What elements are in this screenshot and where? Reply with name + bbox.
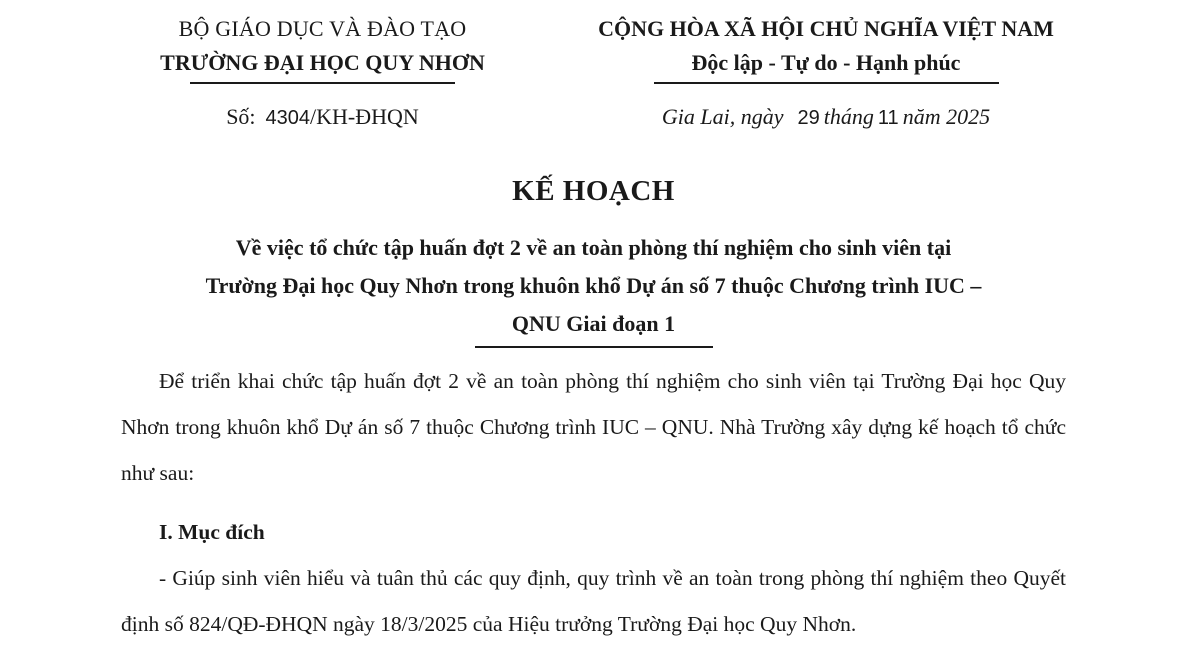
- university-name: TRƯỜNG ĐẠI HỌC QUY NHƠN: [160, 50, 485, 75]
- document-subtitle: [121, 229, 1066, 348]
- university-underline: [190, 82, 455, 84]
- intro-paragraph: Để triển khai chức tập huấn đợt 2 về an toàn phòng thí nghiệm cho sinh viên tại Trường Đại học Quy Nhơn trong khuôn khổ Dự án số 7 thuộc Chương trình IUC – QNU. Nhà Trường xây dựng kế hoạch tổ chức như sau:: [121, 369, 1066, 485]
- subtitle-line-2: Trường Đại học Quy Nhơn trong khuôn khổ Dự án số 7 thuộc Chương trình IUC –: [205, 273, 982, 298]
- document-body: [121, 358, 1066, 647]
- doc-number: [100, 102, 545, 133]
- subtitle-line-3: QNU Giai đoạn 1: [511, 311, 676, 336]
- date-month-label: tháng: [823, 104, 874, 129]
- ministry-name: BỘ GIÁO DỤC VÀ ĐÀO TẠO: [178, 16, 467, 41]
- subtitle-divider: [475, 346, 713, 348]
- document-header: [0, 12, 1187, 133]
- date-place: Gia Lai, ngày: [661, 104, 784, 129]
- document-title: KẾ HOẠCH: [512, 175, 675, 207]
- date-day: 29: [797, 107, 820, 129]
- doc-number-suffix: /KH-ĐHQN: [310, 104, 419, 129]
- doc-number-value: 4304: [265, 107, 311, 129]
- national-motto-line2: Độc lập - Tự do - Hạnh phúc: [691, 50, 961, 75]
- date-year: năm 2025: [902, 104, 991, 129]
- subtitle-line-1: Về việc tổ chức tập huấn đợt 2 về an toàn phòng thí nghiệm cho sinh viên tại: [235, 235, 952, 260]
- header-issuing-org: [100, 12, 545, 133]
- section-1-item: - Giúp sinh viên hiểu và tuân thủ các quy định, quy trình về an toàn trong phòng thí nghiệm theo Quyết định số 824/QĐ-ĐHQN ngày 18/3/2025 của Hiệu trưởng Trường Đại học Quy Nhơn.: [121, 566, 1066, 636]
- doc-number-label: Số:: [226, 104, 256, 129]
- national-motto-line1: CỘNG HÒA XÃ HỘI CHỦ NGHĨA VIỆT NAM: [598, 16, 1054, 41]
- motto-underline: [654, 82, 999, 84]
- header-national-motto: [545, 12, 1107, 133]
- date-line: [545, 102, 1107, 133]
- section-1-heading: I. Mục đích: [159, 520, 265, 544]
- date-month: 11: [877, 107, 899, 129]
